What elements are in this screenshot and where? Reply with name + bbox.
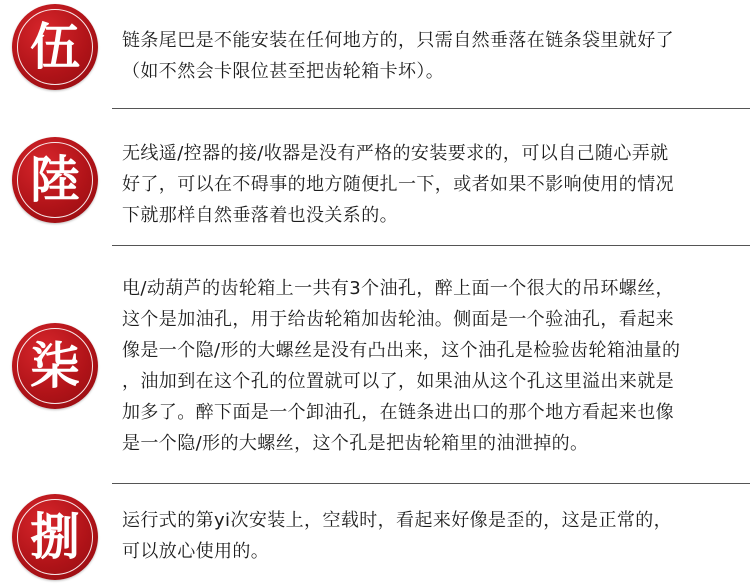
text-line: 电/动葫芦的齿轮箱上一共有3个油孔，醉上面一个很大的吊环螺丝， [122,278,674,299]
section-divider [112,483,750,484]
badge-character: 伍 [30,17,80,76]
section-text [122,273,738,459]
section-text [122,138,738,231]
text-line: 链条尾巴是不能安装在任何地方的，只需自然垂落在链条袋里就好了 [122,30,674,51]
section-badge [12,494,98,580]
text-line: 这个是加油孔，用于给齿轮箱加齿轮油。侧面是一个验油孔，看起来 [122,309,674,330]
badge-character: 柒 [30,336,80,395]
text-line: 运行式的第yi次安装上，空载时，看起来好像是歪的，这是正常的， [122,510,673,531]
text-line: 像是一个隐/形的大螺丝是没有凸出来，这个油孔是检验齿轮箱油量的 [122,340,681,361]
text-line: 无线遥/控器的接/收器是没有严格的安装要求的，可以自己随心弄就 [122,143,669,164]
text-line: ，油加到在这个孔的位置就可以了，如果油从这个孔这里溢出来就是 [122,371,674,392]
section-badge [12,4,98,90]
section-divider [112,245,750,246]
text-line: 好了，可以在不碍事的地方随便扎一下，或者如果不影响使用的情况 [122,174,674,195]
text-line: 是一个隐/形的大螺丝，这个孔是把齿轮箱里的油泄掉的。 [122,433,589,454]
text-line: 下就那样自然垂落着也没关系的。 [122,205,398,226]
text-line: 加多了。醉下面是一个卸油孔，在链条进出口的那个地方看起来也像 [122,402,674,423]
section-divider [112,108,750,109]
text-line: 可以放心使用的。 [122,541,270,562]
text-line: （如不然会卡限位甚至把齿轮箱卡坏）。 [122,61,445,82]
badge-character: 陸 [30,150,80,209]
badge-character: 捌 [30,507,80,566]
section-text [122,25,738,87]
section-badge [12,323,98,409]
section-text [122,505,738,567]
section-badge [12,137,98,223]
